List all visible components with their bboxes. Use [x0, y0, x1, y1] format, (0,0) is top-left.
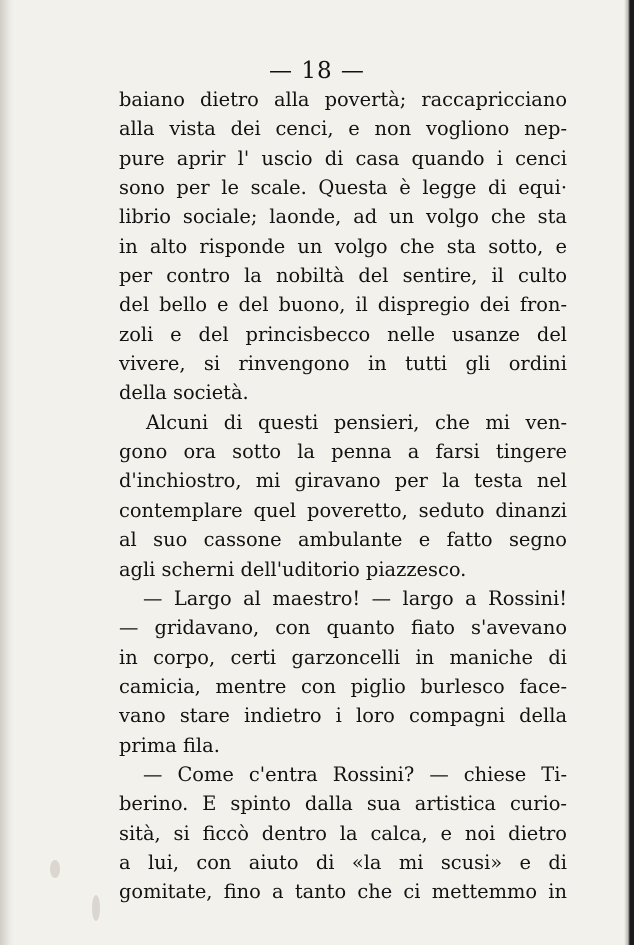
text-line: Alcuni di questi pensieri, che mi ven-: [146, 410, 567, 434]
text-line: agli scherni dell'uditorio piazzesco.: [119, 557, 467, 581]
text-line: vano stare indietro i loro compagni della: [119, 704, 567, 728]
page-number: — 18 —: [269, 58, 365, 84]
text-line: a lui, con aiuto di «la mi scusi» e di: [119, 850, 567, 874]
text-line: — Largo al maestro! — largo a Rossini!: [143, 586, 567, 610]
text-line: in alto risponde un volgo che sta sotto, e: [119, 234, 567, 258]
text-line: — Come c'entra Rossini? — chiese Ti-: [143, 762, 567, 786]
text-line: per contro la nobiltà del sentire, il culto: [119, 264, 567, 288]
page-edge-right: [624, 0, 634, 945]
text-line: d'inchiostro, mi giravano per la testa nel: [119, 469, 567, 493]
text-line: in corpo, certi garzoncelli in maniche di: [119, 645, 567, 669]
body-text: [119, 85, 567, 907]
page-edge-left: [0, 0, 14, 945]
text-line: contemplare quel poveretto, seduto dinanzi: [119, 498, 567, 522]
text-line: sono per le scale. Questa è legge di equi·: [119, 176, 567, 200]
text-line: berino. E spinto dalla sua artistica curio-: [119, 792, 567, 816]
ink-stain: [50, 860, 60, 878]
text-line: sità, si ficcò dentro la calca, e noi dietro: [119, 821, 567, 845]
text-line: pure aprir l' uscio di casa quando i cenci: [119, 146, 567, 170]
text-line: al suo cassone ambulante e fatto segno: [119, 528, 567, 552]
text-line: — gridavano, con quanto fiato s'avevano: [119, 616, 567, 640]
text-line: alla vista dei cenci, e non vogliono nep-: [119, 117, 567, 141]
text-line: baiano dietro alla povertà; raccapricciano: [119, 88, 567, 111]
text-line: gono ora sotto la penna a farsi tingere: [119, 440, 567, 464]
text-line: zoli e del princisbecco nelle usanze del: [119, 322, 567, 346]
text-line: librio sociale; laonde, ad un volgo che sta: [119, 205, 567, 229]
text-line: gomitate, fino a tanto che ci mettemmo in: [119, 880, 567, 904]
text-line: del bello e del buono, il dispregio dei fron-: [119, 293, 567, 317]
ink-stain: [92, 895, 100, 921]
text-line: della società.: [119, 381, 249, 405]
text-line: vivere, si rinvengono in tutti gli ordini: [119, 352, 567, 376]
text-line: camicia, mentre con piglio burlesco face-: [119, 674, 567, 698]
text-line: prima fila.: [119, 733, 220, 757]
